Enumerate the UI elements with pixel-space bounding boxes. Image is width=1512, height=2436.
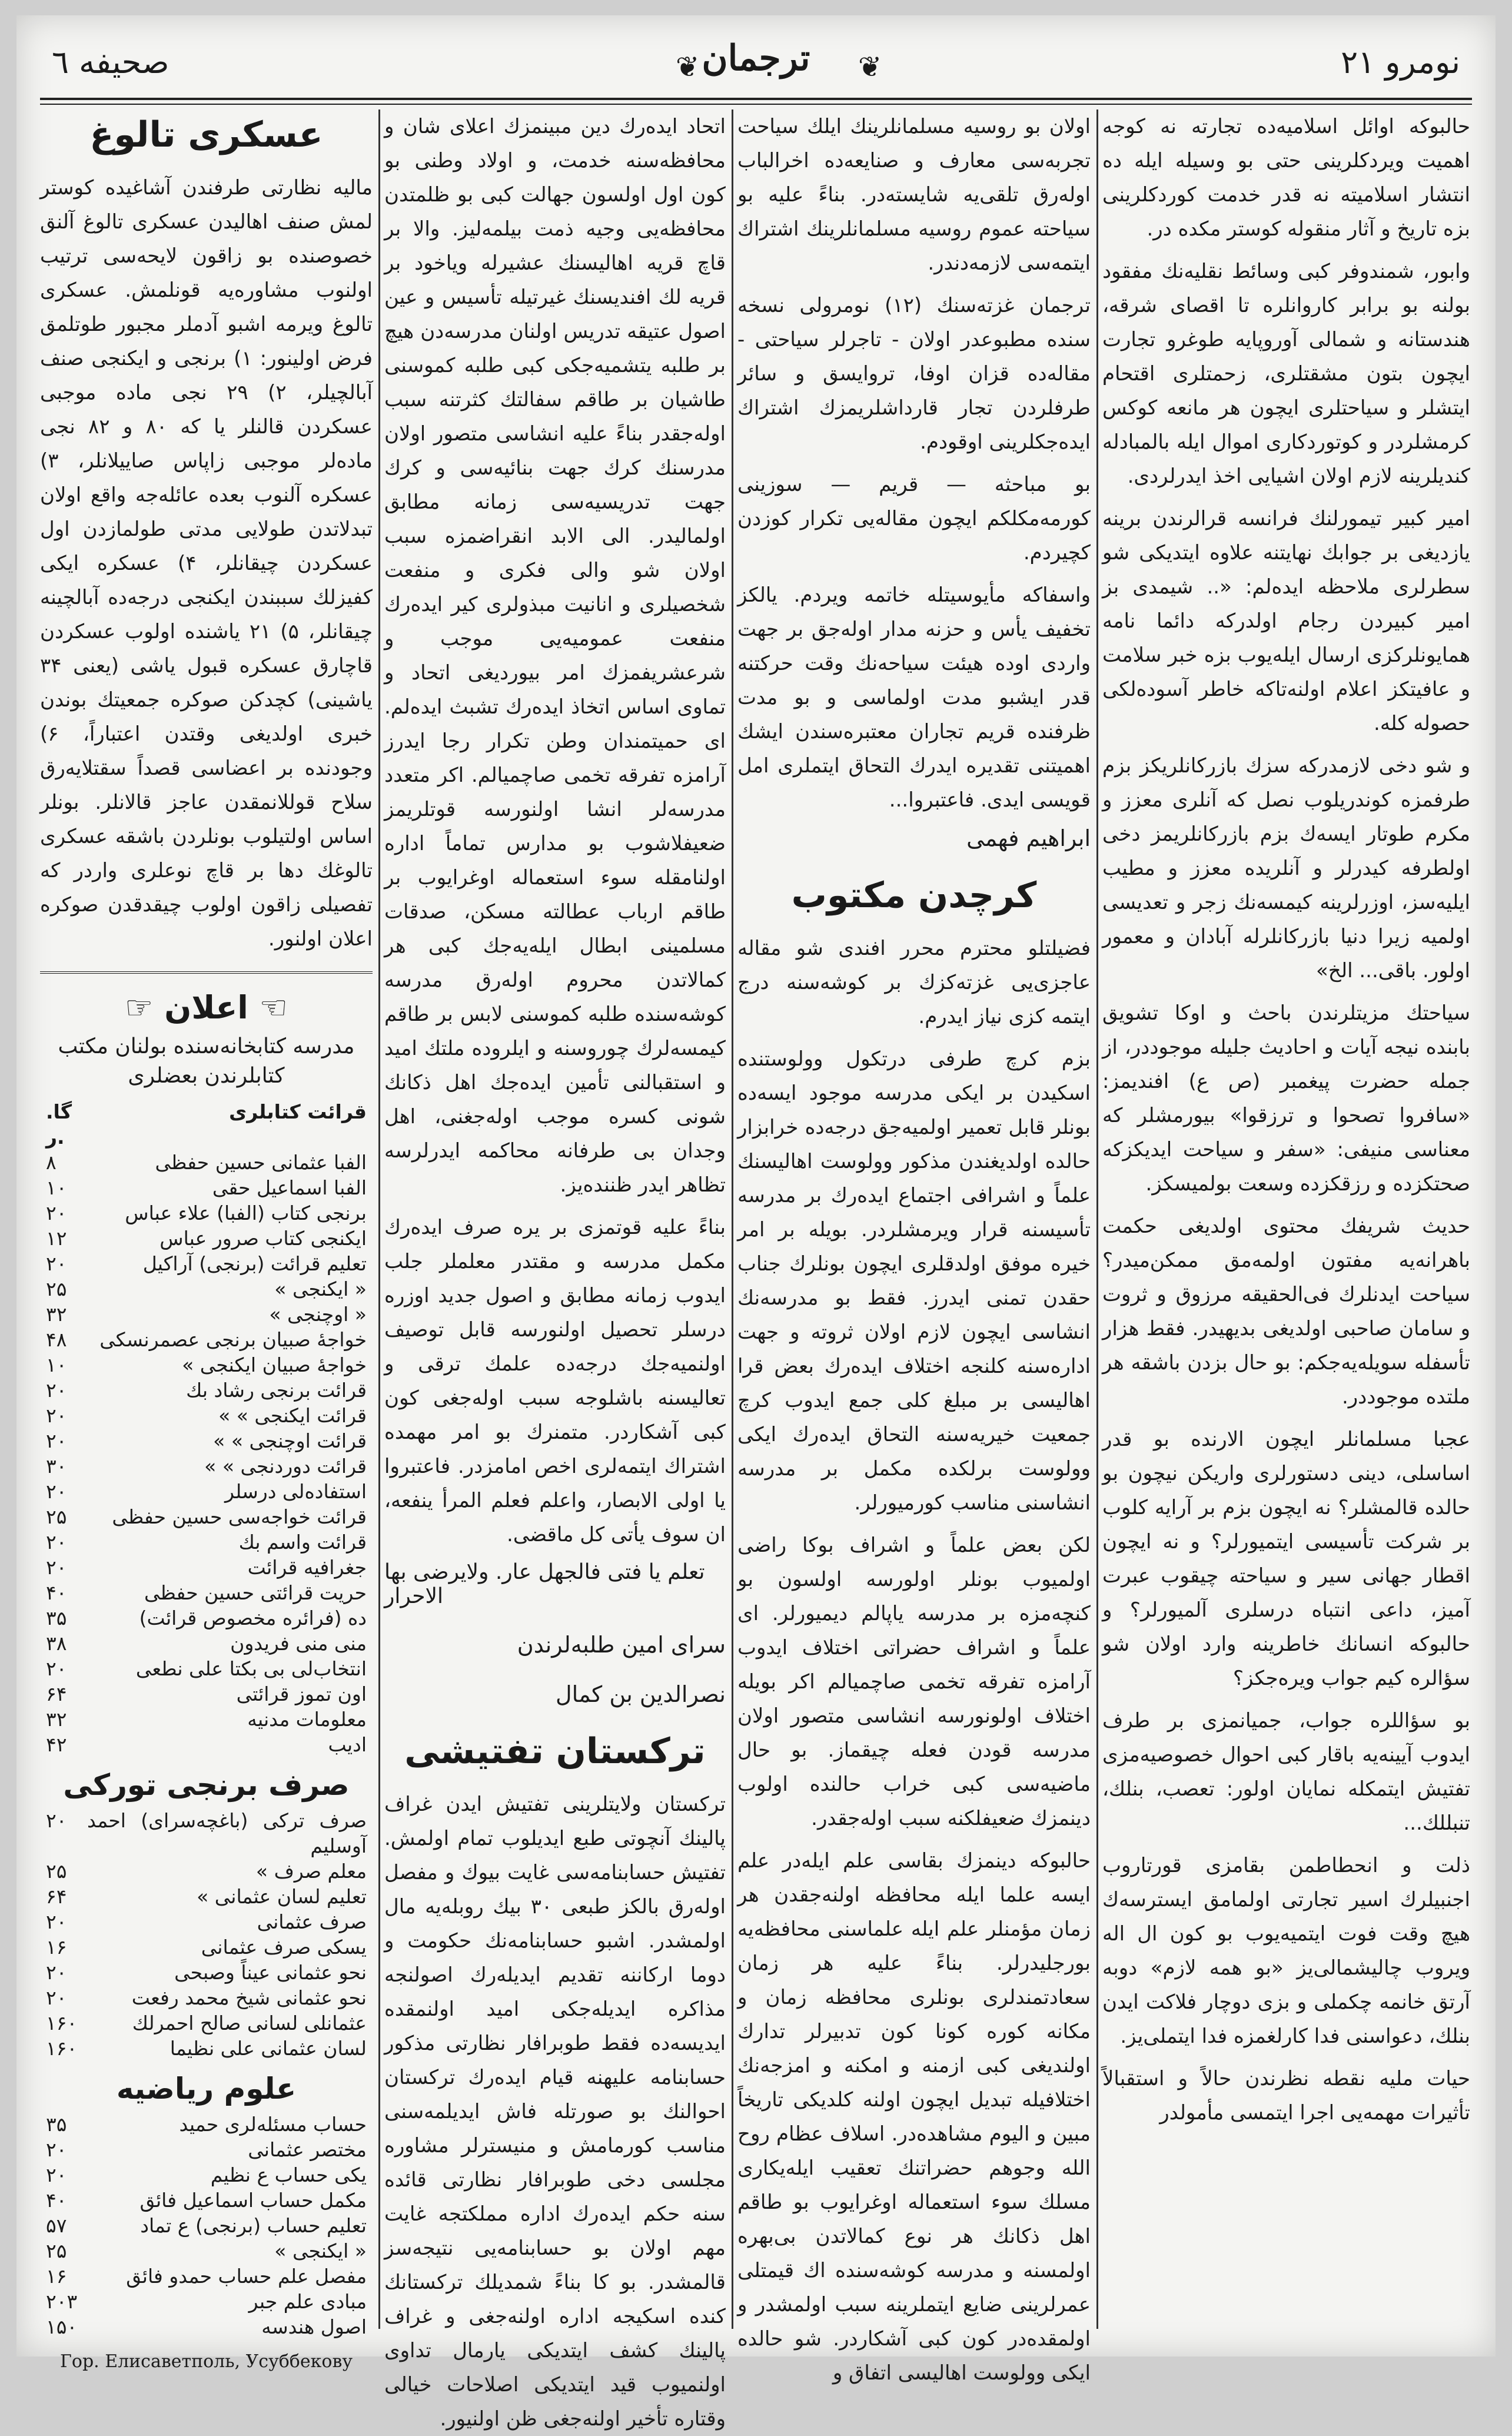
- list-item: [40, 2289, 373, 2314]
- list-item: [40, 2213, 373, 2238]
- book-price: ۲۰: [46, 1404, 67, 1427]
- author-signature: نصرالدین بن کمال: [556, 1681, 726, 1707]
- section-title: صرف برنجی تورکی: [63, 1768, 350, 1802]
- list-item: [40, 1479, 373, 1504]
- list-item: [40, 1150, 373, 1175]
- book-price: ۲۵: [46, 1860, 67, 1883]
- column-divider: [1096, 109, 1098, 2329]
- book-title: مختصر عثمانی: [248, 2138, 367, 2161]
- book-title: جغرافیه قرائت: [247, 1556, 367, 1579]
- list-item: [40, 2238, 373, 2264]
- column-1: [1102, 109, 1470, 2335]
- paragraph: و شو دخی لازمدرکه سزك بازرکانلریکز بزم طرفمزه کوندریلوب نصل که آنلری معزز و مکرم طوتار ایسه‌ك بزم بازرکانلریمز دخی اولطرفه کیدرلر و آنلریده معزز و مطیب ایلیه‌سز، اوزرلرینه کیمسه‌نك زجر و تعدیسی اولمیه زیرا دنیا بازرکانلرله آبادان و معمور اولور. باقی... الخ»: [1102, 754, 1470, 983]
- list-item: [40, 1985, 373, 2010]
- list-item: [40, 2010, 373, 2036]
- list-item: [40, 1934, 373, 1960]
- book-price: ۸: [46, 1151, 57, 1174]
- book-title: قرائت اوچنجی » »: [213, 1429, 367, 1452]
- section-title: علوم ریاضیه: [116, 2072, 297, 2106]
- book-title: « اوچنجی »: [269, 1303, 367, 1326]
- paragraph: بناءً علیه قوتمزی بر یره صرف ایده‌رك مکمل مدرسه و مقتدر معلملر جلب ایدوب زمانه مطابق و اصول جدید اوزره درسلر تحصیل اولنورسه قابل توصیف اولنمیه‌جك درجه‌ده علمك ترقی و تعالیسنه باشلوجه سبب اوله‌جغی کون کبی آشکاردر. متمنرك بو امر مهمده اشتراك ایتمه‌لری اخص امامزدر. فاعتبروا یا اولی الابصار، واعلم فعلم المرأ ینفعه، ان سوف یأتی کل ماقضی.: [384, 1216, 726, 1546]
- book-title: قرائت برنجی رشاد بك: [186, 1379, 367, 1402]
- article-heading: ترکستان تفتیشی: [404, 1731, 706, 1772]
- list-item: [40, 1251, 373, 1276]
- book-price: ۳۵: [46, 2113, 67, 2136]
- list-item: [40, 1403, 373, 1428]
- book-title: مفصل علم حساب حمدو فائق: [126, 2265, 367, 2288]
- list-item: [40, 2162, 373, 2188]
- book-title: خواجۀ صبیان ایکنجی »: [182, 1353, 367, 1376]
- book-price: ۳۰: [46, 1455, 67, 1478]
- list-item: [40, 1707, 373, 1732]
- list-item: [40, 1504, 373, 1529]
- list-item: [40, 1909, 373, 1934]
- list-item: [40, 2036, 373, 2061]
- price-list-header: [40, 1099, 373, 1150]
- list-item: [40, 1681, 373, 1707]
- book-title: نحو عثمانی شیخ محمد رفعت: [131, 1986, 367, 2009]
- book-price: ۶۴: [46, 1682, 67, 1705]
- book-price: ۲۰: [46, 1480, 67, 1503]
- book-title: ادیب: [328, 1733, 367, 1756]
- book-title: تعلیم قرائت (برنجی) آراکیل: [142, 1252, 367, 1275]
- book-title: قرائت خواجه‌سی حسین حفظی: [112, 1505, 367, 1528]
- paragraph: حیات ملیه نقطه نظرندن حالاً و استقبالاً تأثیرات مهمه‌یی اجرا ایتمسی مأمولدر: [1102, 2067, 1470, 2125]
- page-number: صحیفه ٦: [52, 44, 170, 81]
- book-price: ۱۰: [46, 1176, 67, 1199]
- book-price: ۲۰: [46, 1252, 67, 1275]
- paragraph: عجبا مسلمانلر ایچون الارنده بو قدر اساسلی، دینی دستورلری واریکن نیچون بو حالده قالمشلر؟ نه ایچون بزم بر آرایه کلوب بر شرکت تأسیسی ایتمیورلر؟ و نه ایچون اقطار جهانی سیر و سیاحته چیقوب عبرت آمیز، داعی انتباه درسلری آلمیورلر؟ و حالبوکه انسانك خاطرینه وارد اولان شو سؤالره کیم جواب ویره‌جکز؟: [1102, 1428, 1470, 1690]
- book-title: الفبا عثمانی حسین حفظی: [155, 1151, 367, 1174]
- list-item: [40, 2137, 373, 2162]
- book-title: ایکنجی کتاب صرور عباس: [159, 1227, 367, 1250]
- list-item: [40, 1378, 373, 1403]
- paragraph: فضیلتلو محترم محرر افندی شو مقاله عاجزی‌یی غزته‌کزك بر کوشه‌سنه درج ایتمه کزی نیاز ایدرم.: [737, 937, 1091, 1028]
- book-title: صرف عثمانی: [257, 1910, 367, 1933]
- list-item: [40, 2264, 373, 2289]
- column-3: [384, 109, 726, 2431]
- list-item: [40, 1302, 373, 1327]
- book-price: ۱۵۰: [46, 2315, 78, 2338]
- book-title: یسکی صرف عثمانی: [201, 1936, 367, 1959]
- book-price: ۲۵: [46, 1277, 67, 1300]
- book-price: ۲۰: [46, 1809, 67, 1832]
- list-item: [40, 1960, 373, 1985]
- list-item: [40, 1580, 373, 1605]
- list-item: [40, 1808, 373, 1858]
- price-list-reading: [40, 1150, 373, 1757]
- list-item: [40, 1276, 373, 1302]
- section-rule: [40, 971, 373, 974]
- book-title: صرف ترکی (باغچه‌سرای) احمد آوسلیم: [87, 1809, 367, 1857]
- list-item: [40, 1884, 373, 1909]
- list-item: [40, 1226, 373, 1251]
- list-item: [40, 1605, 373, 1631]
- book-price: ۴۰: [46, 1581, 67, 1604]
- book-title: معلم صرف »: [255, 1860, 367, 1883]
- book-title: منی منی فریدون: [230, 1632, 367, 1655]
- masthead: [40, 27, 1472, 104]
- book-price: ۱۶۰: [46, 2012, 78, 2035]
- newspaper-page: [16, 15, 1496, 2431]
- book-title: ده (فرائره مخصوص قرائت): [139, 1607, 367, 1629]
- column-2: [737, 109, 1091, 2385]
- book-price: ۲۰: [46, 2138, 67, 2161]
- book-title: تعلیم حساب (برنجی) ع تماد: [140, 2214, 367, 2237]
- paragraph: واسفاکه مأیوسیتله خاتمه ویردم. یالکز تخفیف یأس و حزنه مدار اوله‌جق بر جهت واردی اوده هیئت سیاحه‌نك وقت حرکتنه قدر ایشبو مدت اولماسی و بو مدت ظرفنده قریم تجاران معتبره‌سندن ایشك اهمیتنی تقدیره ایدرك التحاق ایتملری امل قویسی ایدی. فاعتبروا...: [737, 583, 1091, 812]
- author-signature: ابراهیم فهمی: [966, 825, 1091, 851]
- book-price: ۳۸: [46, 1632, 67, 1655]
- book-title: برنجی کتاب (الفبا) علاء عباس: [125, 1202, 367, 1224]
- list-item: [40, 1858, 373, 1884]
- book-title: مبادی علم جبر: [248, 2290, 367, 2313]
- book-title: عثمانلی لسانی صالح احمرلك: [132, 2012, 367, 2035]
- book-title: اون تموز قرائتی: [236, 1682, 367, 1705]
- book-title: معلومات مدنیه: [247, 1708, 367, 1731]
- book-price: ۲۰: [46, 1986, 67, 2009]
- book-title: نحو عثمانی عیناً وصبحی: [174, 1961, 367, 1984]
- paragraph: اتحاد ایده‌رك دین مبینمزك اعلای شان و محافظه‌سنه خدمت، و اولاد وطنی بو کون اول اولسون جهالت کبی بو ظلمتدن محافظه‌یی وجیه ذمت بیلمه‌لیز. والا بر قاچ قریه اهالیسنك عشیرله ویاخود بر قریه لك افندیسنك غیرتیله تأسیس و عین اصول عتیقه تدریس اولنان مدرسه‌دن هیچ بر طلبه یتشمیه‌جکی کبی طلبه کموسنی طاشیان بر طاقم سفالتك کثرتنه سبب اوله‌جقدر بناءً علیه انشاسی متصور اولان مدرسنك کرك جهت بنائیه‌سی و کرك جهت تدریسیه‌سی زمانه مطابق اولمالیدر. الی الابد انقراضمزه سبب اولان شو والی فکری و منفعت شخصیلری و انانیت مبذولری کیر ایده‌رك منفعت عمومیه‌یی موجب و شرعشریفمزك امر بیوردیغی اتحاد و تماوی اساس اتخاذ ایده‌رك تشبث ایده‌لم. ای حمیتمندان وطن تکرار رجا ایدرز آرامزه تفرقه تخمی صاچمیالم. اکر متعدد مدرسه‌لر انشا اولنورسه قوتلریمز ضعیفلاشوب بو مدارس تماماً اداره اولنامقله سوء استعماله اوغرایوب بر طاقم ارباب عطالته مسکن، صدقات مسلمینی ابطال ایله‌یه‌جك کبی هر کمالاتدن محروم اوله‌رق مدرسه کوشه‌سنده طلبه کموسنی لابس بر طاقم کیمسه‌لرك چوروسنه و ایلروده ملتك امید و استقبالنی تأمین ایده‌جك اهل ذکانك شونی کسره موجب اوله‌جغنی، اهل وجدان بی طرفانه محاکمه ایدرلرسه تظاهر ایدر ظننده‌یز.: [384, 115, 726, 1197]
- book-title: حریت قرائتی حسین حفظی: [144, 1581, 367, 1604]
- book-title: قرائت دوردنجی » »: [204, 1455, 367, 1478]
- book-price: ۱۶۰: [46, 2037, 78, 2060]
- book-price: ۳۲: [46, 1303, 67, 1326]
- book-title: « ایکنجی »: [274, 1277, 367, 1300]
- imprint: Гор. Елисаветполь, Усуббекову: [60, 2351, 353, 2372]
- list-item: [40, 1175, 373, 1200]
- price-list-math: [40, 2112, 373, 2339]
- book-price: ۳۲: [46, 1708, 67, 1731]
- masthead-rule: [40, 98, 1472, 105]
- book-price: ۲۰: [46, 1531, 67, 1554]
- book-price: ۲۰: [46, 1556, 67, 1579]
- book-title: تعلیم لسان عثمانی »: [197, 1885, 367, 1908]
- book-price: ۲۰: [46, 2163, 67, 2186]
- book-title: حساب مسئله‌لری حمید: [179, 2113, 367, 2136]
- paragraph: بو سؤاللره جواب، جمیانمزی بر طرف ایدوب آیینه‌یه باقار کبی احوال خصوصیه‌مزی تفتیش ایتمکله نمایان اولور: تعصب، بنلك، تنبللك...: [1102, 1709, 1470, 1835]
- author-affiliation: سرای امین طلبه‌لرندن: [517, 1632, 726, 1658]
- book-title: مکمل حساب اسماعیل فائق: [139, 2189, 367, 2212]
- paragraph: ذلت و انحطاطمن بقامزی قورتاروب اجنبیلرك اسیر تجارتی اولمامق ایسترسه‌ك هیچ وقت فوت ایتمیه‌یوب بو کون ال اله ویروب چالیشمالی‌یز «بو همه لازم» دوبه آرتق خانمه چکملی و بزی دوچار فلاکت ایدن بنلك، دعواسنی فدا کارلغمزه فدا ایتملی‌یز.: [1102, 1854, 1470, 2048]
- book-title: انتخاب‌لی بی بکتا علی نطعی: [135, 1657, 367, 1680]
- book-title: لسان عثمانی علی نظیما: [170, 2037, 367, 2060]
- paragraph: بزم کرچ طرفی درتکول وولوستنده اسکیدن بر ایکی مدرسه موجود ایسه‌ده بونلر قابل تعمیر اولمیه‌جق درجه‌ده خرابزار حالده اولدیغندن مذکور وولوست اهالیسنك علماً و اشرافی اجتماع ایده‌رك بر مدرسه تأسیسنه قرار ویرمشلردر. بویله بر امر خیره موفق اولدقلری ایچون بونلرك جناب حقدن تمنی ایدرز. فقط بو مدرسه‌نك انشاسی ایچون لازم اولان ثروته و جهت اداره‌سنه کلنجه اختلاف ایده‌رك بعض قرا اهالیسی بر مبلغ کلی جمع ایدوب کرچ جمعیت خیریه‌سنه التحاق ایده‌رك ایکی وولوست برلکده مکمل بر مدرسه انشاسنی مناسب کورمیورلر.: [737, 1047, 1091, 1515]
- closing-verse: تعلم یا فتی فالجهل عار. ولایرضی بها الاحرار: [384, 1560, 705, 1608]
- ornament-right-icon: ❦: [858, 51, 882, 84]
- book-price: ۲۰: [46, 1910, 67, 1933]
- book-title: الفبا اسماعیل حقی: [212, 1176, 367, 1199]
- paragraph: ترجمان غزته‌سنك (۱۲) نومرولی نسخه سنده مطبوعدر اولان - تاجرلر سیاحتی - مقاله‌ده قزان اوفا، تروایسق و سائر طرفلردن تجار قارداشلریمزك اشتراك ایده‌جکلرینی اوقودم.: [737, 294, 1091, 454]
- paragraph: اولان بو روسیه مسلمانلرینك ایلك سیاحت تجربه‌سی معارف و صنایعه‌ده اخرالباب اوله‌رق تلقی‌یه شایسته‌در. بناءً علیه بو سیاحته عموم روسیه مسلمانلرینك اشتراك ایتمه‌سی لازمه‌دندر.: [737, 115, 1091, 275]
- book-price: ۴۰: [46, 2189, 67, 2212]
- advertisement-subtitle: مدرسه کتابخانه‌سنده بولنان مکتب کتابلرندن بعضلری: [58, 1034, 355, 1088]
- paragraph: مالیه نظارتی طرفندن آشاغیده کوستر لمش صنف اهالیدن عسکری تالوغ آلنق خصوصنده بو زاقون لایحه‌سی ترتیب اولنوب مشاوره‌یه قونلمش. عسکری تالوغ ویرمه اشبو آدملر مجبور طوتلمق فرض اولینور: ۱) برنجی و ایکنجی صنف آبالچیلر، ۲) ۲۹ نجی ماده موجبی عسکردن قالنلر یا که ۸۰ و ۸۲ نجی ماده‌لر موجبی زاپاس صاییلانلر، ۳) عسکره آلنوب بعده عائله‌جه واقع اولان تبدلاتدن طولایی مدتی طولمازدن اول عسکردن چیقانلر، ۴) عسکره ایکی کفیزلك سببندن ایکنجی درجه‌ده آبالچینه چیقانلر، ۵) ۲۱ یاشنده اولوب عسکردن قاچارق عسکره قبول یاشی (یعنی ۳۴ یاشینی) کچدکن صوکره جمعیتك بوندن خبری اولدیغی وقتدن اعتباراً، ۶) وجودنده بر اعضاسی قصداً سقتلایه‌رق سلاح قوللانمقدن عاجز قالانلر. بونلر اساس اولتیلوب بونلردن باشقه عسکری تالوغك دها بر قاچ نوعلری واردر که تفصیلی زاقون اولوب چیقدقدن صوکره اعلان اولنور.: [40, 176, 373, 951]
- list-item: [40, 1453, 373, 1479]
- list-item: [40, 1656, 373, 1681]
- book-price: ۲۵: [46, 1505, 67, 1528]
- column-divider: [732, 109, 733, 2329]
- book-price: ۱۰: [46, 1353, 67, 1376]
- paragraph: سیاحتك مزیتلرندن باحث و اوکا تشویق بابنده نیجه آیات و احادیث جلیله موجوددر، از جمله حضرت پیغمبر (ص ع) افندیمز: «سافروا تصحوا و ترزقوا» بیورمشلر که معناسی منیفی: «سفر و سیاحت ایدیکزکه صحتکزده و رزقکزده وسعت بولمیسکز.: [1102, 1001, 1470, 1196]
- article-heading: کرچدن مکتوب: [791, 875, 1037, 916]
- book-price: ۲۰۳: [46, 2290, 78, 2313]
- paragraph: حالبوکه اوائل اسلامیه‌ده تجارته نه کوجه اهمیت ویردکلرینی حتی بو وسیله ایله ده انتشار اسلامیته نه قدر خدمت کوردکلرینی بزه تاریخ و آثار منقوله کوستر مکده در.: [1102, 115, 1470, 241]
- list-item: [40, 1200, 373, 1226]
- column-divider: [378, 109, 380, 2329]
- book-price: ۲۰: [46, 1379, 67, 1402]
- paragraph: بو مباحثه — قریم — سوزینی کورمه‌مکلکم ایچون مقاله‌یی تکرار کوزدن کچیردم.: [737, 473, 1091, 565]
- book-title: یکی حساب ع نظیم: [210, 2163, 367, 2186]
- book-title: خواجۀ صبیان برنجی عصمرنسکی: [99, 1328, 367, 1351]
- book-price: ۲۰: [46, 1657, 67, 1680]
- list-item: [40, 1327, 373, 1352]
- list-item: [40, 1732, 373, 1757]
- list-item: [40, 1631, 373, 1656]
- paragraph: حالبوکه دینمزك بقاسی علم ایله‌در علم ایسه علما ایله محافظه اولنه‌جقدن هر زمان مؤمنلر علم ایله علماسنی محافظه‌یه بورجلیدرلر. بناءً علیه هر زمان سعادتمندلری بونلری محافظه زمان و مکانه کوره کونا کون تدبیرلر تدارك اولندیغی کبی ازمنه و امکنه و امزجه‌نك اختلافیله تبدیل ایچون اولنه کلدیکی تاریخاً مبین و الیوم مشاهده‌در. اسلاف عظام روح الله وجوهم حضراتنك تعقیب ایله‌یکاری مسلك سوء استعماله اوغرایوب بو طاقم اهل ذکانك هر نوع کمالاتدن بی‌بهره اولمسنه و مدرسه کوشه‌سنده اك قیمتلی عمرلرینی ضایع ایتملرینه سبب اولمشدر و اولمقده‌در کون کبی آشکاردر. شو حالده ایکی وولوست اهالیسی اتفاق و: [737, 1849, 1091, 2385]
- book-price: ۲۰: [46, 1429, 67, 1452]
- list-item: [40, 1428, 373, 1453]
- list-header-name: قرائت کتابلری: [229, 1100, 367, 1123]
- book-price: ۵۷: [46, 2214, 67, 2237]
- issue-number: نومرو ۲۱: [1341, 44, 1460, 81]
- paragraph: حدیث شریفك محتوی اولدیغی حکمت باهرانه‌یه مفتون اولمه‌مق ممکن‌میدر؟ سیاحت ایدنلرك فی‌الحقیقه مرزوق و ثروت و سامان صاحبی اولدیغی بدیهیدر. فقط هزار تأسفله سویله‌یه‌جکم: بو حال بزدن باشقه هر ملتده موجوددر.: [1102, 1214, 1470, 1409]
- paragraph: وابور، شمندوفر کبی وسائط نقلیه‌نك مفقود بولنه بو برابر کاروانلره تا اقصای شرقه، هندستانه و شمالی آوروپایه طوغرو تجارت ایچون بتون مشقتلری، زحمتلری اقتحام ایتشلر و سیاحتلری ایچون هر مانعه کوکس کرمشلردر و کوتوردکاری اموال ایله بالمبادله کندیلرینه لازم اولان اشیایی اخذ ایدرلردی.: [1102, 260, 1470, 488]
- book-title: اصول هندسه: [261, 2315, 367, 2338]
- article-heading: عسکری تالوغ: [89, 114, 323, 155]
- list-item: [40, 1555, 373, 1580]
- book-title: قرائت ایکنجی » »: [218, 1404, 367, 1427]
- book-price: ۱۶: [46, 1936, 67, 1959]
- book-price: ۳۵: [46, 1607, 67, 1629]
- list-header-price: گا. ر.: [46, 1100, 72, 1149]
- book-price: ۱۶: [46, 2265, 67, 2288]
- book-price: ۴۸: [46, 1328, 67, 1351]
- newspaper-title: ترجمان: [702, 38, 810, 79]
- book-title: قرائت واسم بك: [238, 1531, 367, 1554]
- book-price: ۲۰: [46, 1202, 67, 1224]
- book-price: ۱۲: [46, 1227, 67, 1250]
- list-item: [40, 2188, 373, 2213]
- book-price: ۴۲: [46, 1733, 67, 1756]
- column-4: [40, 109, 373, 2372]
- advertisement-title: ☜ اعلان ☞: [125, 989, 288, 1026]
- ornament-left-icon: ❦: [676, 51, 700, 84]
- paragraph: لکن بعض علماً و اشراف بوکا راضی اولمیوب بونلر اولورسه اولسون بو کنچه‌مزه بر مدرسه یاپالم دیمیورلر. ای علماً و اشراف حضراتی اختلاف ایدوب آرامزه تفرقه تخمی صاچمیالم اکر بویله اختلاف اولونورسه انشاسی متصور اولان مدرسه قودن فعله چیقماز. بو حال ماضیه‌سی کبی خراب حالنده اولوب دینمزك ضعیفلکنه سبب اوله‌جقدر.: [737, 1534, 1091, 1830]
- paragraph: ترکستان ولایتلرینی تفتیش ایدن غراف پالینك آنچوتی طبع ایدیلوب تمام اولمش. تفتیش حسابنامه‌سی غایت بیوك و مفصل اوله‌رق بالکز طبعی ۳۰ بیك روبله‌یه مال اولمشدر. اشبو حسابنامه‌نك حکومت و دوما ارکاننه تقدیم ایدیله‌رك اصولنجه مذاکره ایدیله‌جکی امید اولنمقده ایدیسه‌ده فقط طوبرافار نظارتی مذکور حسابنامه علیهنه قیام ایده‌رك ترکستان احوالنك بو صورتله فاش ایدیلمه‌سنی مناسب کورمامش و منیسترلر مشاوره مجلسی دخی طوبرافار نظارتی قائده سنه حکم ایده‌رك اداره مملکتجه غایت مهم اولان بو حسابنامه‌یی نتیجه‌سز قالمشدر. بو کا بناءً شمدیلك ترکستانك کنده اسکیجه اداره اولنه‌جغی و غراف پالینك کشف ایتدیکی یارمال تداوی اولنمیوب قید ایتدیکی اصلاحات خیالی وقتاره تأخیر اولنه‌جغی ظن اولنیور.: [384, 1793, 726, 2431]
- list-item: [40, 2112, 373, 2137]
- list-item: [40, 1529, 373, 1555]
- list-item: [40, 2314, 373, 2339]
- list-item: [40, 1352, 373, 1378]
- book-price: ۲۵: [46, 2239, 67, 2262]
- price-list-grammar: [40, 1808, 373, 2061]
- book-price: ۶۴: [46, 1885, 67, 1908]
- book-price: ۲۰: [46, 1961, 67, 1984]
- book-title: « ایکنجی »: [274, 2239, 367, 2262]
- paragraph: امیر کبیر تیمورلنك فرانسه قرالرندن برینه یازدیغی بر جوابك نهایتنه علاوه ایتدیکی شو سطرلری ملاحظه ایده‌لم: «.. شیمدی بز امیر کبیردن رجام اولدرکه دائما نامه همایونلرکزی ارسال ایله‌یوب بزه خبر سلامت و عافیتکز اعلام اولنه‌تاکه خاطر آسوده‌لکی حصوله کله.: [1102, 507, 1470, 735]
- book-title: استفاده‌لی درسلر: [225, 1480, 367, 1503]
